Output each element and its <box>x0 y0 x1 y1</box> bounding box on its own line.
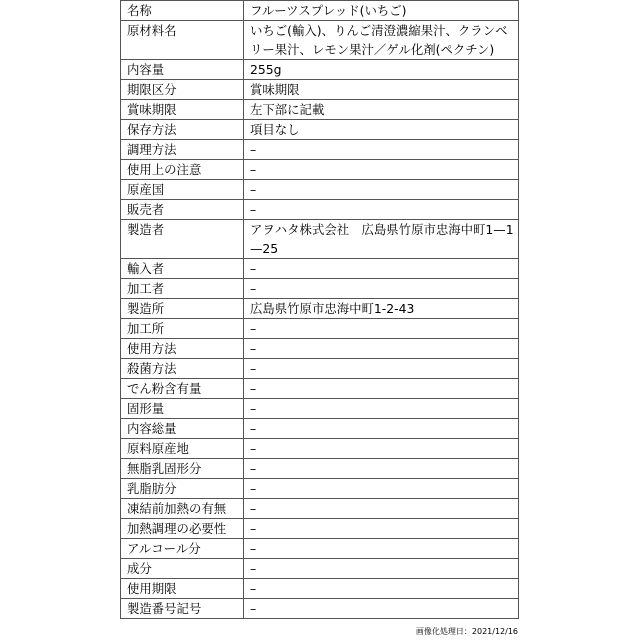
row-label: 加工所 <box>121 319 244 339</box>
row-value: いちご(輸入)、りんご清澄濃縮果汁、クランベリー果汁、レモン果汁／ゲル化剤(ペクチン) <box>244 21 519 60</box>
row-value: アヲハタ株式会社 広島県竹原市忠海中町1—1—25 <box>244 220 519 259</box>
row-label: 期限区分 <box>121 80 244 100</box>
table-row <box>121 160 519 180</box>
table-row <box>121 259 519 279</box>
image-processed-date: 画像化処理日：2021/12/16 <box>415 627 518 636</box>
row-value: 255g <box>244 60 519 80</box>
table-row <box>121 60 519 80</box>
row-value: 賞味期限 <box>244 80 519 100</box>
table-row <box>121 399 519 419</box>
row-label: 殺菌方法 <box>121 359 244 379</box>
table-row <box>121 80 519 100</box>
row-label: 使用上の注意 <box>121 160 244 180</box>
row-value: – <box>244 140 519 160</box>
row-label: 原料原産地 <box>121 439 244 459</box>
row-value: – <box>244 539 519 559</box>
row-value: – <box>244 419 519 439</box>
table-row <box>121 339 519 359</box>
table-row <box>121 180 519 200</box>
row-value: – <box>244 279 519 299</box>
row-label: 製造番号記号 <box>121 599 244 619</box>
row-value: – <box>244 559 519 579</box>
row-value: – <box>244 439 519 459</box>
table-row <box>121 519 519 539</box>
row-value: – <box>244 379 519 399</box>
table-row <box>121 21 519 60</box>
table-row <box>121 539 519 559</box>
table-row <box>121 559 519 579</box>
row-label: 賞味期限 <box>121 100 244 120</box>
row-value: 左下部に記載 <box>244 100 519 120</box>
table-row <box>121 579 519 599</box>
row-value: – <box>244 359 519 379</box>
table-row <box>121 220 519 259</box>
row-label: 名称 <box>121 1 244 21</box>
row-value: – <box>244 160 519 180</box>
product-spec-table <box>120 0 519 619</box>
row-label: 製造所 <box>121 299 244 319</box>
table-row <box>121 1 519 21</box>
table-row <box>121 120 519 140</box>
row-value: – <box>244 599 519 619</box>
row-value: – <box>244 399 519 419</box>
row-label: 凍結前加熱の有無 <box>121 499 244 519</box>
table-row <box>121 599 519 619</box>
table-row <box>121 439 519 459</box>
row-value: – <box>244 479 519 499</box>
row-value: – <box>244 499 519 519</box>
row-label: 輸入者 <box>121 259 244 279</box>
table-row <box>121 140 519 160</box>
table-row <box>121 100 519 120</box>
row-label: 原材料名 <box>121 21 244 60</box>
row-label: 加工者 <box>121 279 244 299</box>
row-label: 原産国 <box>121 180 244 200</box>
row-label: 乳脂肪分 <box>121 479 244 499</box>
table-row <box>121 200 519 220</box>
row-label: 固形量 <box>121 399 244 419</box>
row-value: 広島県竹原市忠海中町1-2-43 <box>244 299 519 319</box>
row-value: フルーツスプレッド(いちご) <box>244 1 519 21</box>
row-label: 無脂乳固形分 <box>121 459 244 479</box>
table-row <box>121 479 519 499</box>
row-value: – <box>244 180 519 200</box>
table-row <box>121 359 519 379</box>
row-label: 販売者 <box>121 200 244 220</box>
table-row <box>121 319 519 339</box>
table-row <box>121 459 519 479</box>
row-label: 調理方法 <box>121 140 244 160</box>
row-value: – <box>244 519 519 539</box>
product-spec-sheet <box>120 0 517 619</box>
table-row <box>121 279 519 299</box>
row-value: – <box>244 200 519 220</box>
row-label: 使用期限 <box>121 579 244 599</box>
table-row <box>121 299 519 319</box>
row-label: 製造者 <box>121 220 244 259</box>
row-value: – <box>244 339 519 359</box>
row-value: – <box>244 259 519 279</box>
row-label: 成分 <box>121 559 244 579</box>
table-row <box>121 499 519 519</box>
row-label: 内容量 <box>121 60 244 80</box>
row-value: – <box>244 459 519 479</box>
row-value: – <box>244 319 519 339</box>
table-row <box>121 379 519 399</box>
row-label: 保存方法 <box>121 120 244 140</box>
row-label: でん粉含有量 <box>121 379 244 399</box>
row-label: 内容総量 <box>121 419 244 439</box>
row-value: 項目なし <box>244 120 519 140</box>
row-value: – <box>244 579 519 599</box>
row-label: 加熱調理の必要性 <box>121 519 244 539</box>
row-label: 使用方法 <box>121 339 244 359</box>
row-label: アルコール分 <box>121 539 244 559</box>
table-row <box>121 419 519 439</box>
